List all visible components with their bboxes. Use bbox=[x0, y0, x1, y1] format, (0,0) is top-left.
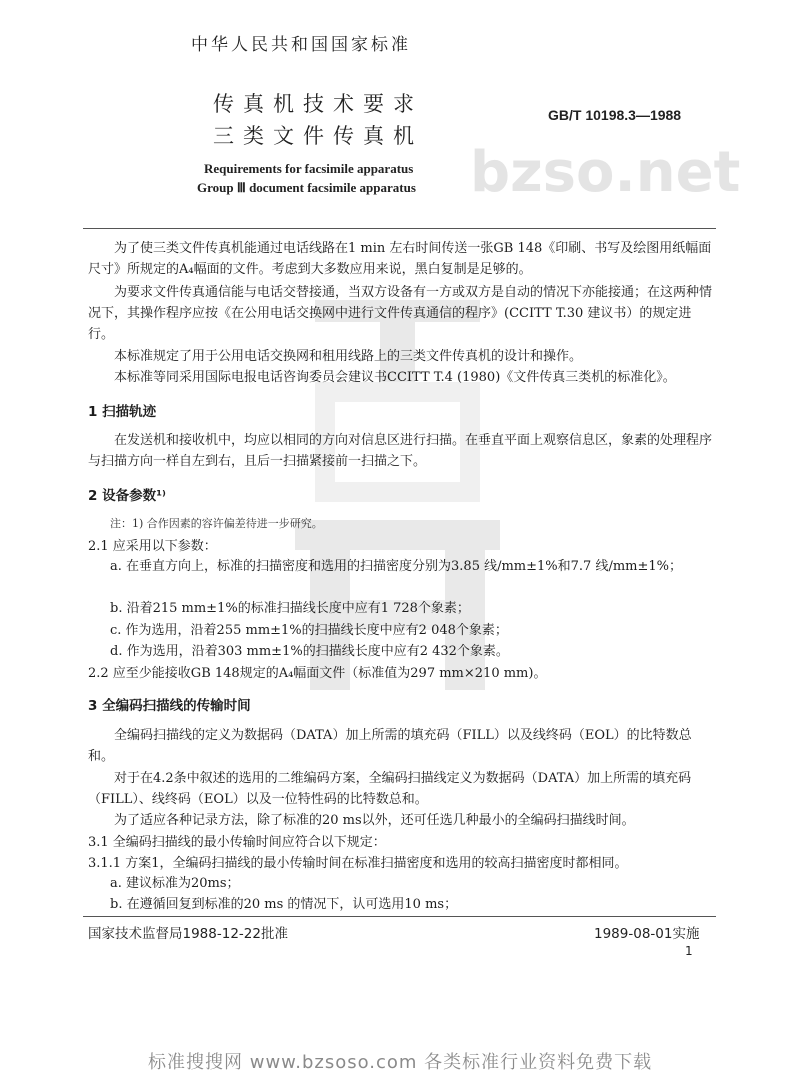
intro-paragraph-3: 本标准规定了用于公用电话交换网和租用线路上的三类文件传真机的设计和操作。 bbox=[114, 349, 583, 364]
clause-2-1-c: c. 作为选用，沿着255 mm±1%的扫描线长度中应有2 048个象素； bbox=[110, 623, 508, 638]
document-title-line2: 三类文件传真机 bbox=[213, 124, 423, 148]
footer-divider bbox=[83, 916, 716, 917]
intro-paragraph-2: 为要求文件传真通信能与电话交替接通，当双方设备有一方或双方是自动的情况下亦能接通；在这两种情况下，其操作程序应按《在公用电话交换网中进行文件传真通信的程序》(CCITT T.30 建议书）的规定进行。 bbox=[88, 285, 713, 342]
clause-2-1-d: d. 作为选用，沿着303 mm±1%的扫描线长度中应有2 432个象素。 bbox=[110, 644, 509, 659]
section-3-paragraph-1: 全编码扫描线的定义为数据码（DATA）加上所需的填充码（FILL）以及线终码（EOL）的比特数总和。 bbox=[88, 728, 692, 764]
section-2-heading: 2 设备参数¹⁾ bbox=[88, 488, 166, 504]
national-standard-label: 中华人民共和国国家标准 bbox=[191, 35, 411, 55]
standard-number: GB/T 10198.3—1988 bbox=[548, 107, 682, 123]
english-title-line1: Requirements for facsimile apparatus bbox=[204, 161, 414, 176]
clause-2-1-a: a. 在垂直方向上，标准的扫描密度和选用的扫描密度分别为3.85 线/mm±1%和7.7 线/mm±1%； bbox=[110, 559, 683, 574]
section-3-heading: 3 全编码扫描线的传输时间 bbox=[88, 698, 251, 714]
section-1-heading: 1 扫描轨迹 bbox=[88, 404, 157, 420]
english-title-line2: Group Ⅲ document facsimile apparatus bbox=[197, 180, 416, 195]
intro-paragraph-1: 为了使三类文件传真机能通过电话线路在1 min 左右时间传送一张GB 148《印刷、书写及绘图用纸幅面尺寸》所规定的A₄幅面的文件。考虑到大多数应用来说，黑白复制是足够的。 bbox=[88, 241, 712, 277]
clause-3-1-1: 3.1.1 方案1，全编码扫描线的最小传输时间在标准扫描密度和选用的较高扫描密度时都相同。 bbox=[88, 856, 628, 871]
section-2-note: 注：1) 合作因素的容许偏差待进一步研究。 bbox=[110, 517, 323, 530]
clause-3-1-1-b: b. 在遵循回复到标准的20 ms 的情况下，认可选用10 ms； bbox=[110, 897, 458, 912]
section-3-paragraph-2: 对于在4.2条中叙述的选用的二维编码方案，全编码扫描线定义为数据码（DATA）加上所需的填充码（FILL）、线终码（EOL）以及一位特性码的比特数总和。 bbox=[88, 771, 692, 807]
section-3-paragraph-3: 为了适应各种记录方法，除了标准的20 ms以外，还可任选几种最小的全编码扫描线时间。 bbox=[114, 813, 635, 828]
site-watermark: bzso.net bbox=[470, 140, 741, 205]
clause-2-2: 2.2 应至少能接收GB 148规定的A₄幅面文件（标准值为297 mm×210 mm)。 bbox=[88, 666, 547, 681]
implementation-date: 1989-08-01实施 bbox=[594, 926, 700, 942]
intro-paragraph-4: 本标准等同采用国际电报电话咨询委员会建议书CCITT T.4 (1980)《文件传真三类机的标准化》。 bbox=[114, 370, 676, 385]
bottom-watermark-banner: 标准搜搜网 www.bzsoso.com 各类标准行业资料免费下载 bbox=[148, 1052, 653, 1073]
document-title-line1: 传真机技术要求 bbox=[213, 92, 423, 116]
header-divider bbox=[83, 228, 716, 229]
page-number: 1 bbox=[685, 944, 693, 958]
section-1-text: 在发送机和接收机中，均应以相同的方向对信息区进行扫描。在垂直平面上观察信息区，象素的处理程序与扫描方向一样自左到右，且后一扫描紧接前一扫描之下。 bbox=[88, 433, 713, 469]
clause-2-1: 2.1 应采用以下参数： bbox=[88, 539, 217, 554]
clause-3-1: 3.1 全编码扫描线的最小传输时间应符合以下规定： bbox=[88, 835, 386, 850]
clause-3-1-1-a: a. 建议标准为20ms； bbox=[110, 876, 240, 891]
approval-date: 国家技术监督局1988-12-22批准 bbox=[88, 926, 288, 942]
clause-2-1-b: b. 沿着215 mm±1%的标准扫描线长度中应有1 728个象素； bbox=[110, 601, 470, 616]
